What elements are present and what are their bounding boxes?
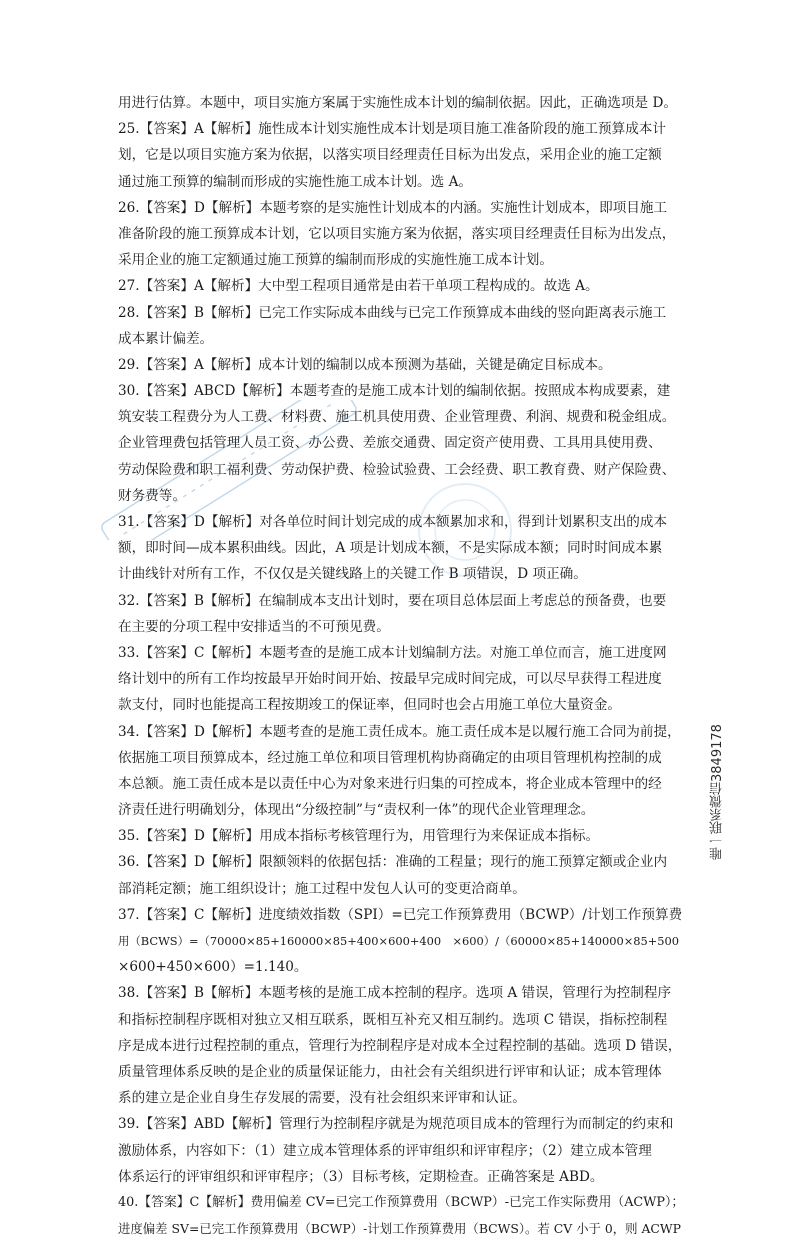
text-line: 准备阶段的施工预算成本计划，它以项目实施方案为依据，落实项目经理责任目标为出发点， [118, 225, 676, 242]
vertical-contact-watermark: 唯一联系微信3849178 [710, 724, 725, 860]
text-line: 39.【答案】ABD【解析】管理行为控制程序就是为规范项目成本的管理行为而制定的约束和 [118, 1116, 674, 1133]
text-line: 劳动保险费和职工福利费、劳动保护费、检验试验费、工会经费、职工教育费、财产保险费、 [118, 461, 676, 478]
text-line: 33.【答案】C【解析】本题考查的是施工成本计划编制方法。对施工单位而言，施工进度网 [118, 644, 667, 661]
text-line: 财务费等。 [118, 487, 186, 504]
text-line: 本总额。施工责任成本是以责任中心为对象来进行归集的可控成本，将企业成本管理中的经 [118, 775, 662, 792]
text-line: 激励体系，内容如下：（1）建立成本管理体系的评审组织和评审程序；（2）建立成本管理 [118, 1142, 652, 1159]
text-line: 进度偏差 SV=已完工作预算费用（BCWP）-计划工作预算费用（BCWS）。若 CV 小于 0，则 ACWP [118, 1221, 681, 1237]
text-line: 筑安装工程费分为人工费、材料费、施工机具使用费、企业管理费、利润、规费和税金组成。 [118, 409, 676, 426]
text-line: 25.【答案】A【解析】施性成本计划实施性成本计划是项目施工准备阶段的施工预算成本计 [118, 121, 666, 138]
text-line: 40.【答案】C【解析】费用偏差 CV=已完工作预算费用（BCWP）-已完工作实际费用（ACWP）； [118, 1194, 684, 1210]
text-line: 计曲线针对所有工作，不仅仅是关键线路上的关键工作 B 项错误，D 项正确。 [118, 566, 587, 583]
text-line: 29.【答案】A【解析】成本计划的编制以成本预测为基础，关键是确定目标成本。 [118, 356, 612, 373]
text-line: 体系运行的评审组织和评审程序；（3）目标考核，定期检查。正确答案是 ABD。 [118, 1168, 604, 1185]
text-line: 在主要的分项工程中安排适当的不可预见费。 [118, 618, 390, 635]
text-line: 依据施工项目预算成本，经过施工单位和项目管理机构协商确定的由项目管理机构控制的成 [118, 749, 662, 766]
text-line: 款支付，同时也能提高工程按期竣工的保证率，但同时也会占用施工单位大量资金。 [118, 697, 621, 714]
text-line: 34.【答案】D【解析】本题考查的是施工责任成本。施工责任成本是以履行施工合同为前提， [118, 723, 681, 740]
text-line: 成本累计偏差。 [118, 330, 214, 347]
text-line: 27.【答案】A【解析】大中型工程项目通常是由若干单项工程构成的。故选 A。 [118, 278, 599, 295]
text-line: 企业管理费包括管理人员工资、办公费、差旅交通费、固定资产使用费、工具用具使用费、 [118, 435, 662, 452]
text-line: 用（BCWS）=（70000×85+160000×85+400×600+400 ×600）/（60000×85+140000×85+500 [118, 934, 680, 948]
text-line: 36.【答案】D【解析】限额领料的依据包括：准确的工程量；现行的施工预算定额或企业内 [118, 854, 668, 871]
text-line: 用进行估算。本题中，项目实施方案属于实施性成本计划的编制依据。因此，正确选项是 D。 [118, 95, 677, 111]
text-line: 28.【答案】B【解析】已完工作实际成本曲线与已完工作预算成本曲线的竖向距离表示施工 [118, 304, 667, 321]
text-line: 采用企业的施工定额通过施工预算的编制而形成的实施性施工成本计划。 [118, 252, 553, 269]
text-line: 38.【答案】B【解析】本题考核的是施工成本控制的程序。选项 A 错误，管理行为控制程序 [118, 985, 672, 1002]
text-line: 序是成本进行过程控制的重点，管理行为控制程序是对成本全过程控制的基础。选项 D 错误， [118, 1037, 682, 1054]
text-line: 32.【答案】B【解析】在编制成本支出计划时，要在项目总体层面上考虑总的预备费，也要 [118, 592, 667, 609]
text-line: 额，即时间—成本累积曲线。因此，A 项是计划成本额，不是实际成本额；同时时间成本累 [118, 540, 663, 557]
text-line: 络计划中的所有工作均按最早开始时间开始、按最早完成时间完成，可以尽早获得工程进度 [118, 671, 662, 688]
text-line: 济责任进行明确划分，体现出“分级控制”与“责权利一体”的现代企业管理理念。 [118, 802, 595, 819]
text-line: 部消耗定额；施工组织设计；施工过程中发包人认可的变更洽商单。 [118, 880, 526, 897]
text-line: 35.【答案】D【解析】用成本指标考核管理行为，用管理行为来保证成本指标。 [118, 828, 600, 845]
text-line: 系的建立是企业自身生存发展的需要，没有社会组织来评审和认证。 [118, 1090, 526, 1107]
text-line: 划，它是以项目实施方案为依据，以落实项目经理责任目标为出发点，采用企业的施工定额 [118, 147, 662, 164]
text-line: 和指标控制程序既相对独立又相互联系，既相互补充又相互制约。选项 C 错误，指标控制程 [118, 1011, 668, 1028]
text-line: ×600+450×600）=1.140。 [118, 959, 308, 976]
text-line: 30.【答案】ABCD【解析】本题考查的是施工成本计划的编制依据。按照成本构成要素，建 [118, 383, 671, 400]
text-line: 26.【答案】D【解析】本题考察的是实施性计划成本的内涵。实施性计划成本，即项目施工 [118, 199, 668, 216]
document-body [118, 90, 684, 1242]
text-line: 31.【答案】D【解析】对各单位时间计划完成的成本额累加求和，得到计划累积支出的成本 [118, 514, 668, 530]
text-line: 质量管理体系反映的是企业的质量保证能力，由社会有关组织进行评审和认证；成本管理体 [118, 1063, 662, 1080]
text-line: 37.【答案】C【解析】进度绩效指数（SPI）=已完工作预算费用（BCWP）/计划工作预算费 [118, 906, 683, 923]
text-line: 通过施工预算的编制而形成的实施性施工成本计划。选 A。 [118, 173, 472, 190]
